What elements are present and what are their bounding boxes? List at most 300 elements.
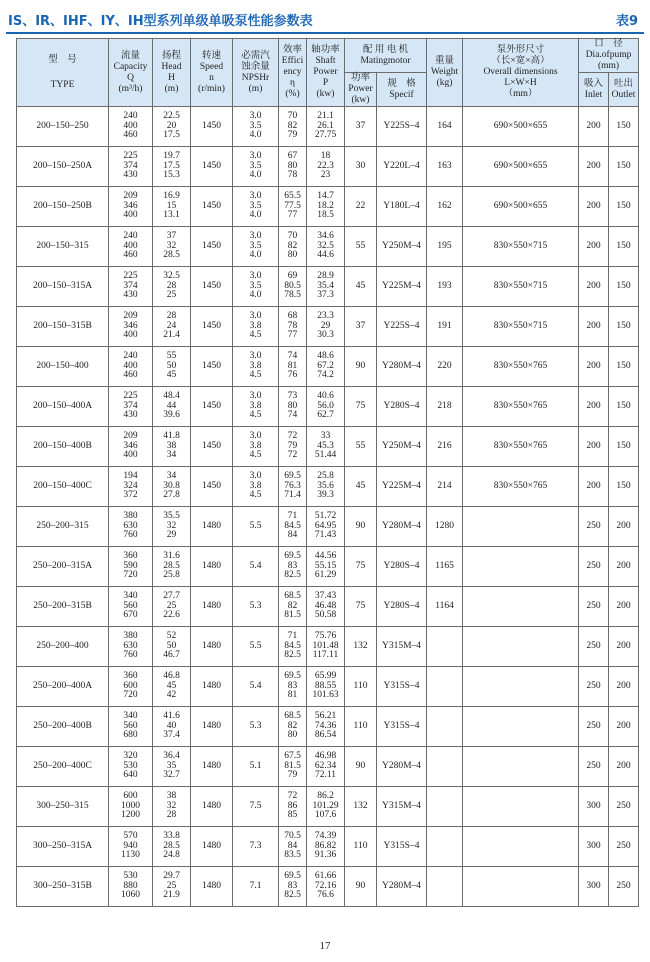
- cell-weight: 163: [427, 147, 463, 187]
- cell-npshr: [233, 827, 279, 867]
- cell-inlet: 250: [579, 547, 609, 587]
- cell-head: [153, 507, 191, 547]
- cell-head: [153, 747, 191, 787]
- cell-type: 200–150–315A: [17, 267, 109, 307]
- cell-speed: 1480: [191, 747, 233, 787]
- cell-inlet: 300: [579, 827, 609, 867]
- cell-dimensions: [463, 507, 579, 547]
- cell-shaft-power-value: 37.43: [314, 591, 337, 602]
- cell-efficiency: [279, 187, 307, 227]
- cell-npshr-value: 3.5: [249, 200, 262, 211]
- cell-npshr: [233, 227, 279, 267]
- cell-npshr-value: 4.5: [249, 410, 262, 421]
- cell-npshr-value: 3.0: [249, 391, 262, 402]
- cell-shaft-power-value: 32.5: [317, 240, 334, 251]
- table-row: [17, 147, 639, 187]
- table-row: [17, 667, 639, 707]
- cell-shaft-power-value: 23.3: [317, 311, 334, 322]
- cell-efficiency: [279, 427, 307, 467]
- cell-speed: 1480: [191, 507, 233, 547]
- cell-efficiency-value: 78.5: [284, 290, 301, 301]
- cell-capacity-value: 346: [123, 200, 138, 211]
- cell-capacity: [109, 547, 153, 587]
- cell-motor-power: 75: [345, 547, 377, 587]
- cell-outlet: 200: [609, 507, 639, 547]
- cell-head-value: 25: [166, 290, 177, 301]
- cell-shaft-power-value: 45.3: [317, 440, 334, 451]
- cell-speed: 1480: [191, 587, 233, 627]
- cell-type: 200–150–315: [17, 227, 109, 267]
- header-head: 扬程 Head H (m): [153, 39, 191, 107]
- cell-capacity-value: 720: [123, 690, 138, 701]
- cell-npshr-value: 5.1: [249, 760, 262, 771]
- cell-weight: [427, 627, 463, 667]
- header-efficiency: 效率 Effici ency η (%): [279, 39, 307, 107]
- cell-efficiency-value: 80: [287, 250, 298, 261]
- table-row: [17, 867, 639, 907]
- cell-efficiency: [279, 787, 307, 827]
- cell-efficiency-value: 83: [287, 880, 298, 891]
- cell-head: [153, 587, 191, 627]
- cell-speed: 1480: [191, 627, 233, 667]
- table-body: [17, 107, 639, 907]
- cell-outlet: 150: [609, 307, 639, 347]
- header-dia: 口 径 Dia.ofpump (mm): [579, 39, 639, 73]
- cell-head-value: 34: [166, 471, 177, 482]
- cell-efficiency-value: 77: [287, 210, 298, 221]
- cell-efficiency-value: 83: [287, 560, 298, 571]
- cell-head-value: 46.8: [163, 671, 180, 682]
- cell-shaft-power-value: 72.11: [314, 770, 337, 781]
- cell-efficiency-value: 69.5: [284, 551, 301, 562]
- cell-head-value: 32: [166, 800, 177, 811]
- cell-npshr-value: 3.8: [249, 360, 262, 371]
- cell-shaft-power-value: 21.1: [317, 111, 334, 122]
- cell-head-value: 24.8: [163, 850, 180, 861]
- cell-head: [153, 307, 191, 347]
- cell-shaft-power-value: 46.48: [314, 600, 337, 611]
- cell-head-value: 16.9: [163, 191, 180, 202]
- cell-head-value: 46.7: [163, 650, 180, 661]
- cell-shaft-power-value: 51.72: [314, 511, 337, 522]
- cell-npshr: [233, 107, 279, 147]
- cell-head-value: 45: [166, 370, 177, 381]
- cell-efficiency-value: 80: [287, 730, 298, 741]
- cell-npshr-value: 3.0: [249, 311, 262, 322]
- cell-npshr-value: 3.0: [249, 151, 262, 162]
- cell-capacity: [109, 107, 153, 147]
- cell-efficiency-value: 85: [287, 810, 298, 821]
- cell-npshr: [233, 747, 279, 787]
- cell-npshr-value: 4.5: [249, 490, 262, 501]
- cell-efficiency: [279, 307, 307, 347]
- cell-head-value: 41.6: [163, 711, 180, 722]
- cell-capacity-value: 320: [123, 751, 138, 762]
- cell-shaft-power-value: 74.36: [314, 720, 337, 731]
- cell-efficiency-value: 77.5: [284, 200, 301, 211]
- cell-shaft-power-value: 37.3: [317, 290, 334, 301]
- cell-capacity: [109, 147, 153, 187]
- cell-capacity-value: 225: [123, 151, 138, 162]
- cell-capacity-value: 640: [123, 770, 138, 781]
- cell-speed: 1480: [191, 707, 233, 747]
- cell-weight: 162: [427, 187, 463, 227]
- cell-npshr-value: 3.5: [249, 280, 262, 291]
- cell-capacity: [109, 667, 153, 707]
- cell-motor-power: 90: [345, 347, 377, 387]
- cell-outlet: 150: [609, 427, 639, 467]
- cell-head: [153, 467, 191, 507]
- header-motor-power: 功率 Power (kw): [345, 73, 377, 107]
- cell-head: [153, 107, 191, 147]
- cell-motor-power: 30: [345, 147, 377, 187]
- cell-dimensions: [463, 587, 579, 627]
- cell-efficiency-value: 79: [287, 770, 298, 781]
- cell-efficiency-value: 69.5: [284, 671, 301, 682]
- cell-efficiency: [279, 147, 307, 187]
- cell-head-value: 25: [166, 600, 177, 611]
- cell-motor-spec: Y280S–4: [377, 587, 427, 627]
- page-number: 17: [319, 940, 331, 952]
- cell-shaft-power-value: 27.75: [314, 130, 337, 141]
- cell-dimensions: [463, 747, 579, 787]
- cell-head-value: 21.4: [163, 330, 180, 341]
- cell-motor-power: 110: [345, 707, 377, 747]
- cell-capacity-value: 880: [123, 880, 138, 891]
- cell-shaft-power: [307, 667, 345, 707]
- cell-capacity-value: 460: [123, 370, 138, 381]
- cell-shaft-power-value: 18.5: [317, 210, 334, 221]
- cell-npshr: [233, 627, 279, 667]
- cell-motor-power: 45: [345, 267, 377, 307]
- cell-weight: [427, 867, 463, 907]
- cell-shaft-power: [307, 627, 345, 667]
- cell-head: [153, 387, 191, 427]
- cell-head-value: 30.8: [163, 480, 180, 491]
- cell-efficiency-value: 84.5: [284, 640, 301, 651]
- cell-head-value: 45: [166, 680, 177, 691]
- cell-efficiency-value: 73: [287, 391, 298, 402]
- cell-shaft-power-value: 86.82: [314, 840, 337, 851]
- cell-npshr-value: 3.8: [249, 320, 262, 331]
- cell-npshr-value: 3.0: [249, 231, 262, 242]
- cell-shaft-power: [307, 747, 345, 787]
- cell-motor-spec: Y220L–4: [377, 147, 427, 187]
- cell-shaft-power: [307, 307, 345, 347]
- cell-weight: 216: [427, 427, 463, 467]
- cell-inlet: 200: [579, 387, 609, 427]
- cell-capacity: [109, 787, 153, 827]
- cell-inlet: 250: [579, 627, 609, 667]
- cell-capacity-value: 340: [123, 711, 138, 722]
- cell-efficiency-value: 79: [287, 440, 298, 451]
- cell-shaft-power-value: 61.29: [314, 570, 337, 581]
- cell-efficiency: [279, 227, 307, 267]
- cell-efficiency-value: 82: [287, 600, 298, 611]
- cell-capacity: [109, 387, 153, 427]
- cell-shaft-power: [307, 467, 345, 507]
- cell-motor-power: 37: [345, 307, 377, 347]
- cell-capacity-value: 380: [123, 511, 138, 522]
- cell-efficiency-value: 67.5: [284, 751, 301, 762]
- cell-shaft-power-value: 88.55: [314, 680, 337, 691]
- cell-capacity-value: 530: [123, 760, 138, 771]
- cell-inlet: 200: [579, 107, 609, 147]
- cell-capacity: [109, 347, 153, 387]
- table-row: [17, 427, 639, 467]
- cell-shaft-power-value: 101.48: [312, 640, 339, 651]
- cell-head-value: 35: [166, 760, 177, 771]
- cell-head: [153, 427, 191, 467]
- cell-efficiency: [279, 747, 307, 787]
- cell-head: [153, 267, 191, 307]
- cell-dimensions: 690×500×655: [463, 107, 579, 147]
- cell-weight: 218: [427, 387, 463, 427]
- cell-capacity: [109, 747, 153, 787]
- cell-efficiency-value: 82: [287, 240, 298, 251]
- cell-shaft-power-value: 23: [320, 170, 331, 181]
- cell-efficiency: [279, 547, 307, 587]
- cell-capacity-value: 1000: [121, 800, 140, 811]
- table-number: 表9: [615, 14, 638, 29]
- cell-head-value: 48.4: [163, 391, 180, 402]
- cell-head-value: 13.1: [163, 210, 180, 221]
- cell-capacity: [109, 427, 153, 467]
- cell-motor-spec: Y280M–4: [377, 747, 427, 787]
- cell-motor-spec: Y315S–4: [377, 667, 427, 707]
- cell-shaft-power-value: 33: [320, 431, 331, 442]
- cell-speed: 1480: [191, 867, 233, 907]
- cell-npshr-value: 4.0: [249, 210, 262, 221]
- cell-type: 200–150–315B: [17, 307, 109, 347]
- cell-shaft-power: [307, 707, 345, 747]
- cell-weight: 193: [427, 267, 463, 307]
- cell-efficiency-value: 79: [287, 130, 298, 141]
- table-row: [17, 587, 639, 627]
- cell-dimensions: 830×550×765: [463, 387, 579, 427]
- cell-speed: 1480: [191, 667, 233, 707]
- cell-shaft-power-value: 48.6: [317, 351, 334, 362]
- cell-efficiency-value: 82: [287, 120, 298, 131]
- cell-npshr: [233, 587, 279, 627]
- cell-capacity-value: 360: [123, 551, 138, 562]
- cell-motor-power: 110: [345, 827, 377, 867]
- cell-npshr-value: 5.3: [249, 600, 262, 611]
- cell-speed: 1480: [191, 787, 233, 827]
- cell-inlet: 200: [579, 307, 609, 347]
- cell-head-value: 32: [166, 520, 177, 531]
- cell-capacity-value: 240: [123, 231, 138, 242]
- cell-shaft-power-value: 74.39: [314, 831, 337, 842]
- cell-npshr-value: 5.4: [249, 680, 262, 691]
- cell-head: [153, 227, 191, 267]
- cell-inlet: 200: [579, 267, 609, 307]
- cell-head: [153, 627, 191, 667]
- cell-shaft-power-value: 25.8: [317, 471, 334, 482]
- pump-performance-table: [16, 38, 639, 907]
- cell-efficiency-value: 83: [287, 680, 298, 691]
- cell-speed: 1450: [191, 147, 233, 187]
- cell-speed: 1450: [191, 467, 233, 507]
- cell-motor-spec: Y225S–4: [377, 107, 427, 147]
- cell-shaft-power-value: 50.58: [314, 610, 337, 621]
- cell-outlet: 250: [609, 787, 639, 827]
- cell-type: 200–150–400C: [17, 467, 109, 507]
- cell-efficiency: [279, 587, 307, 627]
- cell-outlet: 200: [609, 587, 639, 627]
- cell-efficiency: [279, 267, 307, 307]
- header-capacity: 流量 Capacity Q (m³/h): [109, 39, 153, 107]
- cell-outlet: 150: [609, 227, 639, 267]
- cell-head: [153, 867, 191, 907]
- cell-head-value: 20: [166, 120, 177, 131]
- cell-outlet: 150: [609, 107, 639, 147]
- cell-outlet: 200: [609, 667, 639, 707]
- cell-shaft-power-value: 62.7: [317, 410, 334, 421]
- cell-motor-spec: Y280M–4: [377, 507, 427, 547]
- cell-capacity-value: 346: [123, 320, 138, 331]
- cell-head-value: 21.9: [163, 890, 180, 901]
- cell-efficiency: [279, 867, 307, 907]
- cell-motor-power: 90: [345, 747, 377, 787]
- cell-npshr-value: 5.5: [249, 640, 262, 651]
- cell-shaft-power-value: 107.6: [314, 810, 337, 821]
- header-speed: 转速 Speed n (r/min): [191, 39, 233, 107]
- cell-efficiency-value: 70.5: [284, 831, 301, 842]
- cell-shaft-power: [307, 427, 345, 467]
- cell-motor-spec: Y280S–4: [377, 547, 427, 587]
- cell-npshr: [233, 667, 279, 707]
- cell-speed: 1450: [191, 267, 233, 307]
- cell-head-value: 17.5: [163, 160, 180, 171]
- cell-motor-power: 110: [345, 667, 377, 707]
- cell-motor-power: 75: [345, 587, 377, 627]
- cell-efficiency-value: 81.5: [284, 610, 301, 621]
- cell-motor-spec: Y280M–4: [377, 347, 427, 387]
- cell-head-value: 37.4: [163, 730, 180, 741]
- cell-capacity-value: 430: [123, 170, 138, 181]
- cell-npshr-value: 3.8: [249, 400, 262, 411]
- table-row: [17, 187, 639, 227]
- cell-efficiency-value: 70: [287, 111, 298, 122]
- cell-capacity-value: 225: [123, 271, 138, 282]
- cell-npshr-value: 4.5: [249, 370, 262, 381]
- cell-motor-power: 90: [345, 867, 377, 907]
- cell-dimensions: 830×550×765: [463, 347, 579, 387]
- cell-shaft-power-value: 62.34: [314, 760, 337, 771]
- cell-type: 250–200–400C: [17, 747, 109, 787]
- cell-head-value: 50: [166, 640, 177, 651]
- cell-efficiency-value: 82.5: [284, 650, 301, 661]
- cell-head-value: 52: [166, 631, 177, 642]
- cell-shaft-power-value: 44.56: [314, 551, 337, 562]
- table-row: [17, 507, 639, 547]
- cell-capacity-value: 400: [123, 120, 138, 131]
- cell-npshr-value: 3.0: [249, 471, 262, 482]
- cell-dimensions: 830×550×715: [463, 267, 579, 307]
- cell-capacity: [109, 227, 153, 267]
- cell-shaft-power-value: 26.1: [317, 120, 334, 131]
- cell-head-value: 28.5: [163, 250, 180, 261]
- cell-inlet: 200: [579, 347, 609, 387]
- cell-shaft-power-value: 76.6: [317, 890, 334, 901]
- cell-motor-power: 55: [345, 427, 377, 467]
- cell-motor-power: 132: [345, 787, 377, 827]
- cell-type: 200–150–400: [17, 347, 109, 387]
- cell-efficiency-value: 70: [287, 231, 298, 242]
- cell-npshr: [233, 787, 279, 827]
- cell-head-value: 55: [166, 351, 177, 362]
- cell-npshr-value: 4.0: [249, 170, 262, 181]
- cell-shaft-power-value: 14.7: [317, 191, 334, 202]
- cell-capacity-value: 209: [123, 311, 138, 322]
- cell-weight: 164: [427, 107, 463, 147]
- cell-motor-spec: Y280S–4: [377, 387, 427, 427]
- cell-shaft-power-value: 18: [320, 151, 331, 162]
- cell-shaft-power-value: 86.2: [317, 791, 334, 802]
- cell-dimensions: 690×500×655: [463, 187, 579, 227]
- cell-capacity-value: 590: [123, 560, 138, 571]
- cell-head-value: 33.8: [163, 831, 180, 842]
- cell-capacity-value: 1060: [121, 890, 140, 901]
- cell-capacity-value: 374: [123, 280, 138, 291]
- cell-shaft-power: [307, 187, 345, 227]
- cell-shaft-power: [307, 107, 345, 147]
- cell-head-value: 32.5: [163, 271, 180, 282]
- cell-efficiency-value: 77: [287, 330, 298, 341]
- cell-npshr: [233, 707, 279, 747]
- cell-npshr: [233, 867, 279, 907]
- cell-efficiency-value: 69.5: [284, 871, 301, 882]
- cell-head-value: 22.5: [163, 111, 180, 122]
- cell-shaft-power-value: 34.6: [317, 231, 334, 242]
- cell-head-value: 19.7: [163, 151, 180, 162]
- cell-weight: [427, 667, 463, 707]
- cell-type: 200–150–400B: [17, 427, 109, 467]
- cell-type: 250–200–315: [17, 507, 109, 547]
- cell-shaft-power-value: 44.6: [317, 250, 334, 261]
- cell-npshr-value: 4.0: [249, 290, 262, 301]
- table-row: [17, 747, 639, 787]
- header-type: 型 号 TYPE: [17, 39, 109, 107]
- cell-speed: 1450: [191, 307, 233, 347]
- cell-shaft-power-value: 101.63: [312, 690, 339, 701]
- cell-dimensions: [463, 627, 579, 667]
- cell-head: [153, 347, 191, 387]
- cell-head-value: 15.3: [163, 170, 180, 181]
- cell-efficiency-value: 71: [287, 631, 298, 642]
- cell-speed: 1480: [191, 547, 233, 587]
- cell-efficiency: [279, 507, 307, 547]
- cell-capacity-value: 460: [123, 250, 138, 261]
- table-row: [17, 707, 639, 747]
- cell-head-value: 28: [166, 311, 177, 322]
- cell-efficiency: [279, 667, 307, 707]
- table-row: [17, 547, 639, 587]
- table-row: [17, 387, 639, 427]
- cell-outlet: 150: [609, 467, 639, 507]
- header-outlet: 吐出 Outlet: [609, 73, 639, 107]
- table-row: [17, 227, 639, 267]
- cell-dimensions: [463, 867, 579, 907]
- cell-capacity-value: 400: [123, 240, 138, 251]
- cell-shaft-power: [307, 267, 345, 307]
- cell-npshr-value: 3.5: [249, 160, 262, 171]
- cell-outlet: 150: [609, 147, 639, 187]
- cell-efficiency-value: 72: [287, 450, 298, 461]
- cell-shaft-power: [307, 387, 345, 427]
- cell-weight: 1165: [427, 547, 463, 587]
